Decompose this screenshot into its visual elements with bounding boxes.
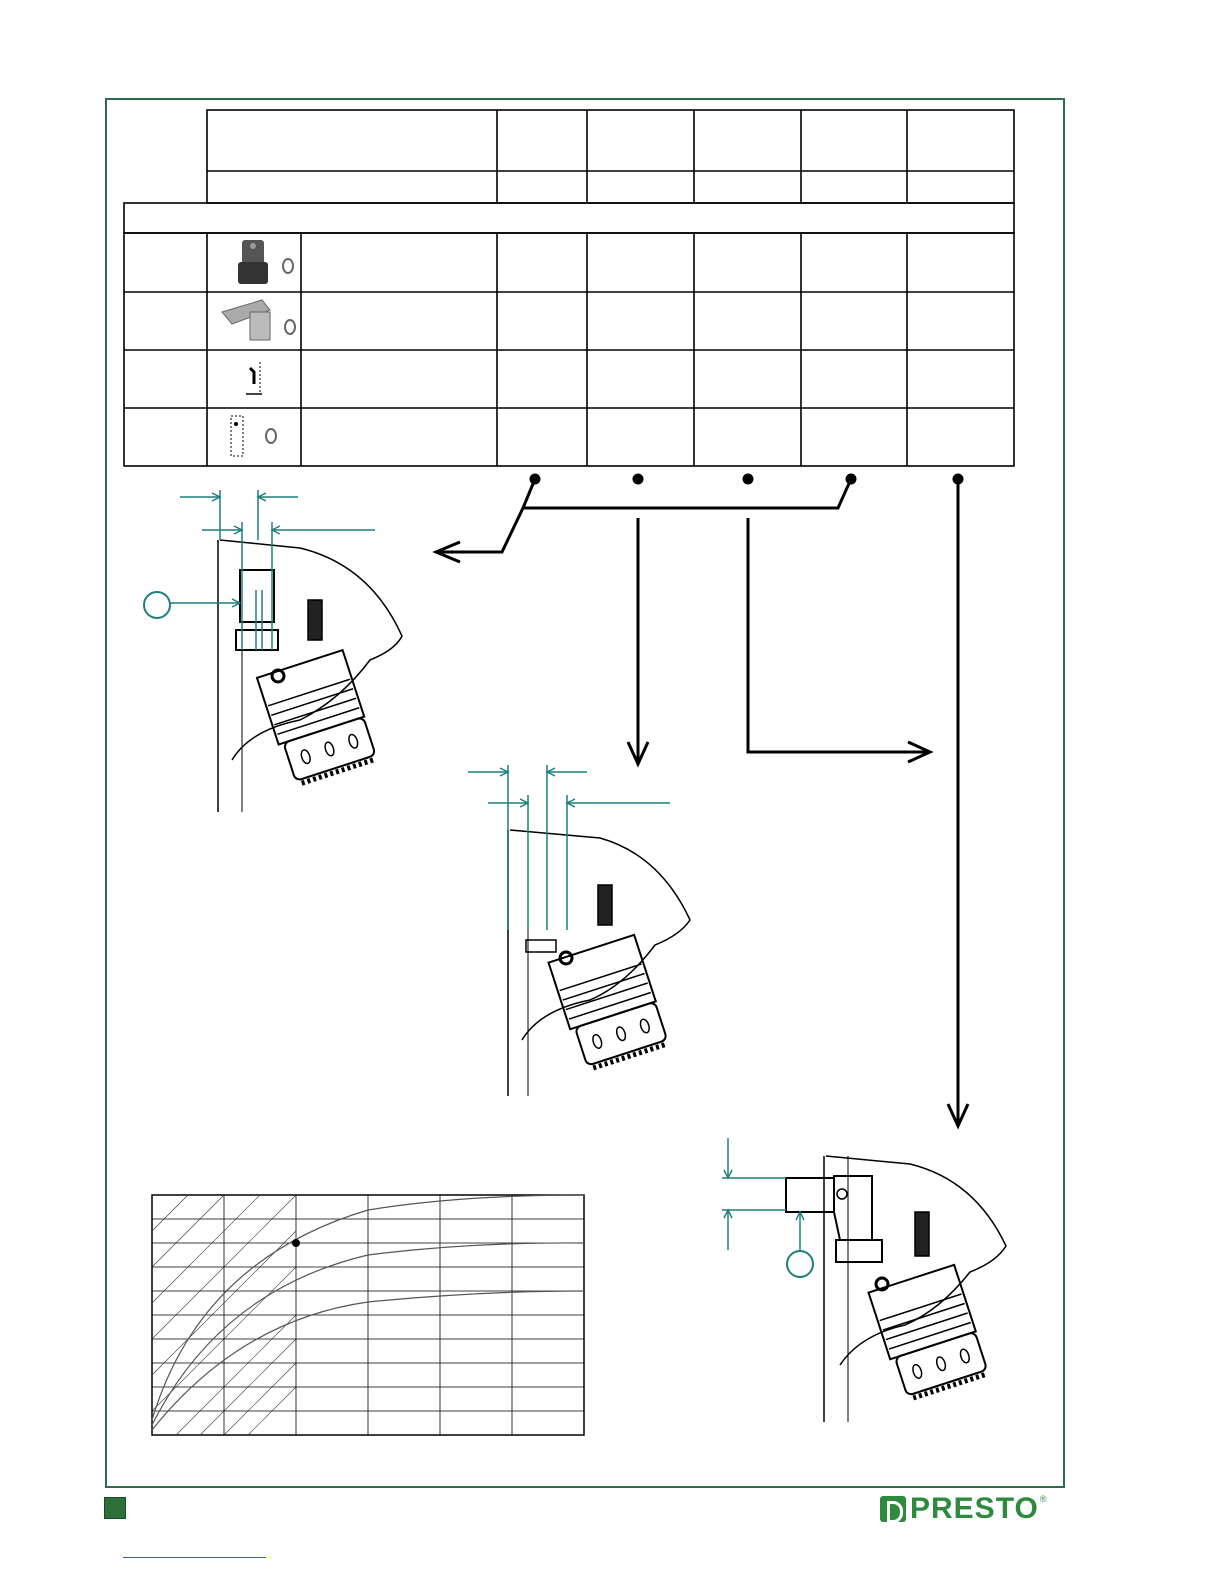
left-diagram xyxy=(218,540,402,812)
bottom-diagram-callout-marker xyxy=(786,1250,814,1278)
table-section-bar xyxy=(124,203,1014,233)
presto-logo-text: PRESTO xyxy=(910,1492,1039,1525)
compression-nut-fitting-icon xyxy=(238,240,293,284)
table-header xyxy=(207,110,1014,203)
left-diagram-callout-marker xyxy=(143,591,171,619)
flow-chart xyxy=(152,1195,584,1435)
footer-link-underline[interactable] xyxy=(123,1557,266,1558)
tube-fitting-icon xyxy=(246,362,262,394)
presto-logo-mark-icon xyxy=(880,1496,906,1522)
footer-color-square xyxy=(104,1497,126,1519)
presto-logo xyxy=(880,1494,1046,1524)
bottom-right-diagram xyxy=(786,1156,1006,1422)
middle-diagram xyxy=(508,830,690,1096)
elbow-fitting-icon xyxy=(222,300,295,340)
straight-fitting-icon xyxy=(231,416,276,456)
registered-mark: ® xyxy=(1039,1494,1047,1504)
